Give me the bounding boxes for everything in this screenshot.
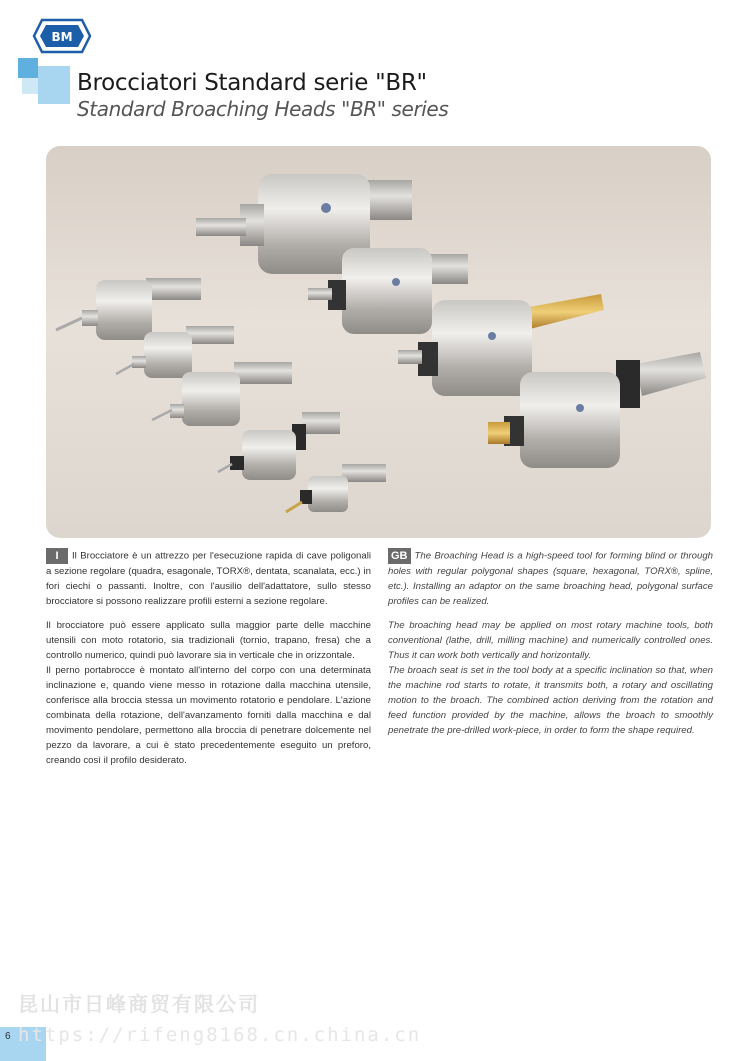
decor-square-blue — [18, 58, 38, 78]
italian-paragraph-1 — [46, 548, 371, 609]
page-title-italian: Brocciatori Standard serie "BR" — [77, 70, 427, 96]
broach-head-small-1 — [56, 278, 201, 340]
logo-text: BM — [51, 30, 73, 44]
english-paragraph-2: The broaching head may be applied on most rotary machine tools, both conventional (lathe, drill, milling machine) and numerically controlled ones. Thus it can work both vertically and horizontally. — [388, 620, 713, 661]
english-paragraph-1-text: The Broaching Head is a high-speed tool for forming blind or through holes with regular polygonal shapes (square, hexagonal, TORX®, spline, etc.). Installing an adaptor on the same broaching head, polygonal surface profiles can be realized. — [388, 550, 713, 607]
watermark-company: 昆山市日峰商贸有限公司 — [18, 992, 260, 1016]
decor-square-large — [38, 66, 70, 104]
broach-head-small-5 — [286, 464, 386, 512]
language-badge-italian: I — [46, 548, 68, 564]
page-number: 6 — [5, 1031, 11, 1042]
italian-paragraph-3: Il perno portabrocce è montato all'interno del corpo con una determinata inclinazione e, quando viene messo in rotazione dalla macchina utensile, conferisce alla broccia stessa un movimento rotatorio e pendolare. L'azione combinata della rotazione, dell'avanzamento forniti dalla macchina e dal movimento pendolare, permettono alla broccia di penetrare dolcemente nel pezzo da lavorare, a cui è stato precedentemente eseguito un preforo, creando così il profilo desiderato. — [46, 665, 371, 766]
italian-paragraph-2: Il brocciatore può essere applicato sulla maggior parte delle macchine utensili con moto rotatorio, sia tradizionali (tornio, trapano, fresa) che a controllo numerico, quindi può lavorare sia in verticale che in orizzontale. — [46, 620, 371, 661]
watermark-url: https://rifeng8168.cn.china.cn — [18, 1024, 422, 1046]
english-paragraph-3: The broach seat is set in the tool body at a specific inclination so that, when the machine rod starts to rotate, it transmits both, a rotary and oscillating motion to the broach. The combined action deriving from the rotation and feed function provided by the machine, allows the broach to smoothly penetrate the pre-drilled work-piece, in order to form the shape required. — [388, 665, 713, 736]
english-text-column — [388, 548, 713, 747]
page-title-english: Standard Broaching Heads "BR" series — [77, 97, 449, 121]
english-paragraph-1 — [388, 548, 713, 609]
language-badge-english: GB — [388, 548, 411, 564]
decor-square-pale — [22, 78, 38, 94]
company-logo — [32, 18, 92, 54]
italian-paragraph-1-text: Il Brocciatore è un attrezzo per l'esecuzione rapida di cave poligonali a sezione regolare (quadra, esagonale, TORX®, dentata, scanalata, ecc.) in fori ciechi o passanti. Inoltre, con l'ausilio dell'adattatore, sullo stesso brocciatore si possono realizzare profili esterni a sezione regolare. — [46, 550, 371, 607]
italian-text-column — [46, 548, 371, 777]
product-photo — [46, 146, 711, 538]
